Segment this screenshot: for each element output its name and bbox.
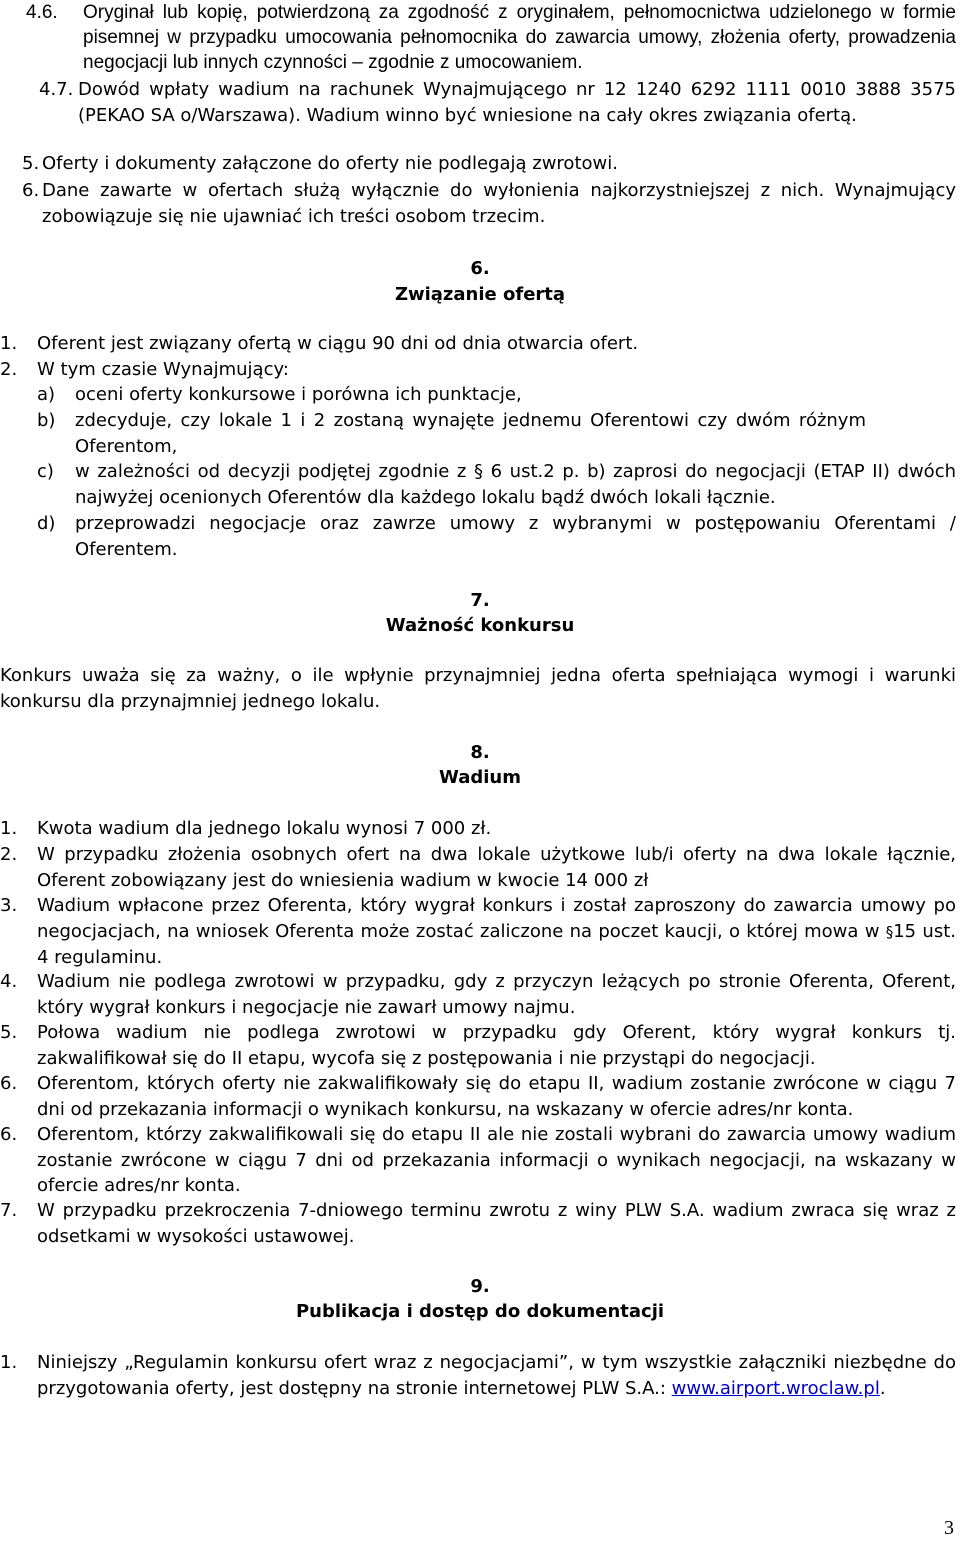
item-number: 2. [0,844,18,865]
item-number: 1. [0,333,18,354]
section-8-title: Wadium [439,767,521,788]
section-6-number: 6. [470,258,490,279]
s9-item-1 [0,1350,956,1401]
item-text: w zależności od decyzji podjętej zgodnie z § 6 ust.2 p. b) zaprosi do negocjacji (ETAP II) dwóch najwyżej ocenionych Oferentów dla każdego lokalu bądź dwóch lokali łącznie. [75,461,956,508]
paragraph-sign: § [885,922,894,941]
item-letter: a) [37,384,56,405]
s7-paragraph [0,663,956,714]
s8-item-1 [0,816,956,842]
item-5 [0,151,956,177]
item-text: Oferentom, którzy zakwalifikowali się do etapu II ale nie zostali wybrani do zawarcia umowy wadium zostanie zwrócone w ciągu 7 dni od przekazania informacji o wynikach negocjacji, na wskazany w ofercie adres/nr konta. [37,1124,956,1196]
page-number: 3 [944,1517,954,1539]
item-number: 5. [0,1022,18,1043]
s6-item-c [0,459,956,510]
section-7-number: 7. [470,590,490,611]
item-text: Oferty i dokumenty załączone do oferty nie podlegają zwrotowi. [42,153,618,174]
s8-item-5 [0,1020,956,1071]
item-letter: b) [37,410,56,431]
s6-item-2 [0,357,956,383]
section-7-title: Ważność konkursu [385,615,575,636]
section-9-number: 9. [470,1276,490,1297]
item-number: 5. [22,153,40,174]
item-text: Dane zawarte w ofertach służą wyłącznie do wyłonienia najkorzystniejszej z nich. Wynajmujący zobowiązuje się nie ujawniać ich treści osobom trzecim. [42,180,956,227]
s6-item-b [0,408,956,459]
item-text: oceni oferty konkursowe i porówna ich punktacje, [75,384,522,405]
item-6 [0,178,956,229]
section-6-title: Związanie ofertą [394,284,566,305]
s6-item-d [0,511,956,562]
item-text: W tym czasie Wynajmujący: [37,359,289,380]
item-4-7 [0,77,956,128]
item-number: 4. [0,971,18,992]
s8-item-2 [0,842,956,893]
item-text: Oferent jest związany ofertą w ciągu 90 dni od dnia otwarcia ofert. [37,333,639,354]
item-number: 7. [0,1200,18,1221]
s8-item-7 [0,1198,956,1249]
item-text: W przypadku przekroczenia 7-dniowego terminu zwrotu z winy PLW S.A. wadium zwraca się wraz z odsetkami w wysokości ustawowej. [37,1200,956,1247]
item-text: Oferentom, których oferty nie zakwalifikowały się do etapu II, wadium zostanie zwrócone w ciągu 7 dni od przekazania informacji o wynikach konkursu, na wskazany w ofercie adres/nr konta. [37,1073,956,1120]
item-text: Połowa wadium nie podlega zwrotowi w przypadku gdy Oferent, który wygrał konkurs tj. zakwalifikował się do II etapu, wycofa się z postępowania i nie przystąpi do negocjacji. [37,1022,956,1069]
item-text-main: Wadium wpłacone przez Oferenta, który wygrał konkurs i został zaproszony do zawarcia umowy po negocjacjach, na wniosek Oferenta może zostać zaliczone na poczet kaucji, o której mowa w [37,895,956,942]
s8-item-4 [0,969,956,1020]
item-text [37,893,956,971]
website-link[interactable]: www.airport.wroclaw.pl [671,1377,880,1399]
item-number: 1. [0,1352,18,1373]
item-text: W przypadku złożenia osobnych ofert na dwa lokale użytkowe lub/i oferty na dwa lokale łącznie, Oferent zobowiązany jest do wniesienia wadium w kwocie 14 000 zł [37,844,956,891]
sentence-end: . [879,1377,886,1399]
item-text: zdecyduje, czy lokale 1 i 2 zostaną wynajęte jednemu Oferentowi czy dwóm różnym Oferentom, [75,410,866,457]
item-text: Wadium nie podlega zwrotowi w przypadku, gdy z przyczyn leżących po stronie Oferenta, Oferent, który wygrał konkurs i negocjacje nie zawarł umowy najmu. [37,971,956,1018]
item-number: 3. [0,895,18,916]
item-number: 4.6. [26,2,58,23]
item-letter: c) [37,461,54,482]
item-text: Dowód wpłaty wadium na rachunek Wynajmującego nr 12 1240 6292 1111 0010 3888 3575 (PEKAO SA o/Warszawa). Wadium winno być wniesione na cały okres związania ofertą. [78,79,956,126]
s8-item-3 [0,893,956,971]
s8-item-6b [0,1122,956,1199]
item-text: Oryginał lub kopię, potwierdzoną za zgodność z oryginałem, pełnomocnictwa udzielonego w formie pisemnej w przypadku umocowania pełnomocnika do zawarcia umowy, złożenia oferty, prowadzenia negocjacji lub innych czynności – zgodnie z umocowaniem. [83,2,956,73]
item-text-main: Niniejszy „Regulamin konkursu ofert wraz z negocjacjami”, w tym wszystkie załączniki niezbędne do przygotowania oferty, jest dostępny na stronie internetowej PLW S.A.: [37,1352,956,1399]
item-letter: d) [37,513,56,534]
item-number: 6. [22,180,40,201]
section-8-number: 8. [470,742,490,763]
s6-item-1 [0,331,956,357]
item-text-tail: 15 ust. 4 regulaminu. [37,920,956,968]
item-text [37,1350,956,1401]
s6-item-a [0,382,956,408]
item-4-6 [0,0,956,75]
item-number: 6. [0,1124,18,1145]
item-number: 6. [0,1073,18,1094]
item-text: Kwota wadium dla jednego lokalu wynosi 7 000 zł. [37,818,492,839]
item-number: 4.7. [39,79,74,100]
item-text: przeprowadzi negocjacje oraz zawrze umowy z wybranymi w postępowaniu Oferentami / Oferentem. [75,513,956,560]
paragraph-text: Konkurs uważa się za ważny, o ile wpłynie przynajmniej jedna oferta spełniająca wymogi i warunki konkursu dla przynajmniej jednego lokalu. [0,665,956,712]
s8-item-6a [0,1071,956,1122]
item-number: 2. [0,359,18,380]
section-9-title: Publikacja i dostęp do dokumentacji [295,1301,665,1322]
item-number: 1. [0,818,18,839]
